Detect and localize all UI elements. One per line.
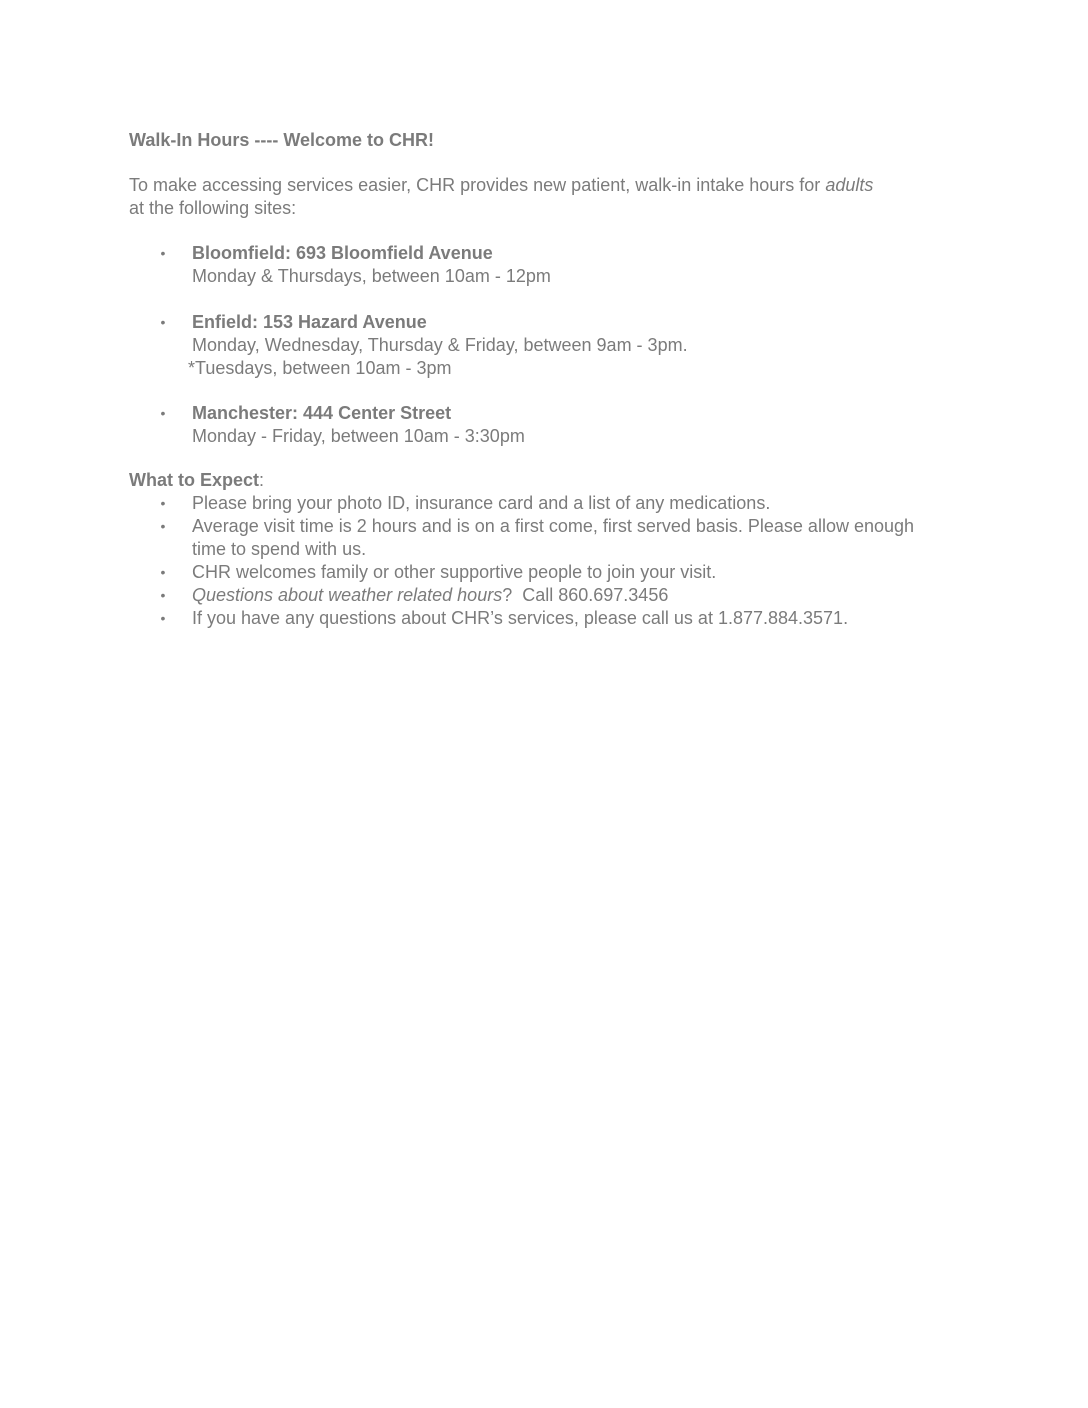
list-item-text: Please bring your photo ID, insurance card and a list of any medications. [192,493,771,513]
intro-emphasis: adults [825,175,874,195]
intro-text-start: To make accessing services easier, CHR provides new patient, walk-in intake hours for [129,175,826,195]
list-item-text [192,584,952,607]
list-item [0,515,1088,561]
list-item-emphasis: Questions about weather related hours [192,585,503,605]
bullet-icon: • [160,587,166,603]
list-item-phone-text: ? Call 860.697.3456 [502,585,669,605]
site-hours: Monday - Friday, between 10am - 3:30pm [192,426,525,446]
expect-list [0,492,1088,630]
list-item [0,584,1088,607]
bullet-icon: • [160,564,166,580]
site-extra-hours: *Tuesdays, between 10am - 3pm [188,358,452,378]
expect-heading-colon: : [259,470,265,490]
expect-heading-text: What to Expect [129,470,260,490]
list-item [0,607,1088,630]
intro-text-end: at the following sites: [129,198,297,218]
list-item-text: CHR welcomes family or other supportive people to join your visit. [192,562,717,582]
site-hours: Monday, Wednesday, Thursday & Friday, between 9am - 3pm. [192,335,688,355]
bullet-icon: • [160,495,166,511]
site-name: Bloomfield: 693 Bloomfield Avenue [192,243,493,263]
bullet-icon: • [160,610,166,626]
site-hours: Monday & Thursdays, between 10am - 12pm [192,266,551,286]
intro-paragraph [129,174,979,220]
bullet-icon: • [160,314,166,330]
bullet-icon: • [160,518,166,534]
expect-heading [129,469,264,492]
list-item-text: Average visit time is 2 hours and is on a first come, first served basis. Please allow enough time to spend with us. [192,516,915,559]
site-name: Enfield: 153 Hazard Avenue [192,312,427,332]
list-item [0,492,1088,515]
site-name: Manchester: 444 Center Street [192,403,452,423]
bullet-icon: • [160,245,166,261]
document-title: Walk-In Hours ---- Welcome to CHR! [129,130,434,150]
list-item-text: If you have any questions about CHR’s services, please call us at 1.877.884.3571. [192,608,849,628]
list-item [0,561,1088,584]
bullet-icon: • [160,405,166,421]
